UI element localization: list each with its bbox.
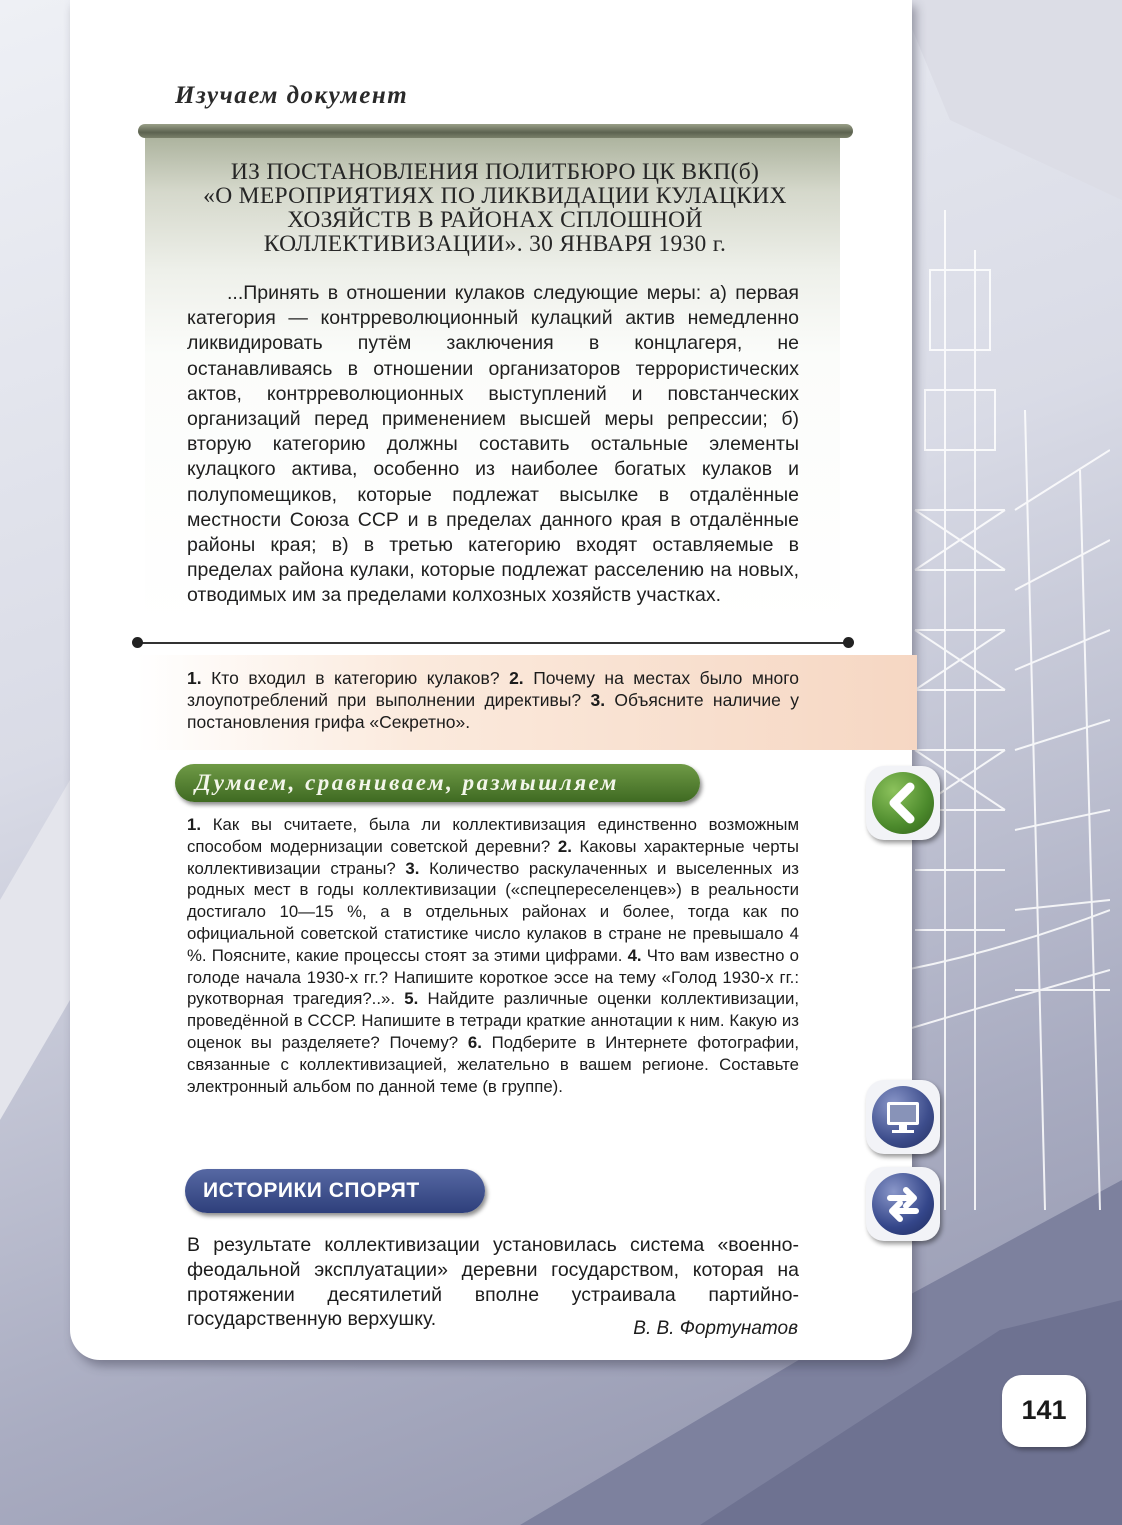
question-number: 2. bbox=[557, 836, 572, 856]
document-title-line: КОЛЛЕКТИВИЗАЦИИ». 30 ЯНВАРЯ 1930 г. bbox=[263, 231, 727, 257]
divider-dot-right bbox=[843, 637, 854, 648]
question-text: Объясните наличие у постановления грифа «Секретно». bbox=[187, 690, 799, 732]
question-text: Почему на местах было много злоупотреблений при выполнении директивы? bbox=[187, 668, 799, 710]
page-number: 141 bbox=[1021, 1395, 1067, 1425]
question-number: 1. bbox=[187, 815, 201, 834]
think-section-heading bbox=[175, 764, 700, 802]
document-title-line: «О МЕРОПРИЯТИЯХ ПО ЛИКВИДАЦИИ КУЛАЦКИХ bbox=[203, 183, 787, 209]
section-divider bbox=[137, 642, 849, 644]
think-section-label: Думаем, сравниваем, размышляем bbox=[195, 770, 619, 795]
document-questions bbox=[187, 667, 799, 733]
question-text: Как вы считаете, была ли коллективизация единственно возможным способом модернизации советской деревни? bbox=[187, 815, 799, 856]
back-button[interactable] bbox=[866, 766, 940, 840]
document-title bbox=[150, 160, 840, 256]
section-heading-study-document: Изучаем документ bbox=[175, 82, 409, 109]
scroll-rod bbox=[138, 124, 853, 138]
document-text: ...Принять в отношении кулаков следующие меры: а) первая категория — контрреволюционный кулацкий актив немедленно ликвидировать путём заключения в концлагеря, не останавливаясь в отношении организаторов террористических актов, контрреволюционных выступлений и повстанческих организаций перед применением высшей меры репрессии; б) вторую категорию должны составить остальные элементы кулацкого актива, особенно из наиболее богатых кулаков и полупомещиков, которые подлежат высылке в отдалённые местности Союза ССР и в пределах данного края в отдалённые районы края; в) в третью категорию входят оставляемые в пределах района кулаки, которые подлежат расселению на новых, отводимых им за пределами колхозных хозяйств участках. bbox=[187, 282, 799, 607]
monitor-icon bbox=[872, 1086, 934, 1148]
question-text: Найдите различные оценки коллективизации, проведённой в СССР. Напишите в тетради краткие аннотации к ним. Какую из оценок вы разделяете? Почему? bbox=[187, 989, 800, 1052]
quote-author: В. В. Фортунатов bbox=[633, 1318, 798, 1339]
question-number: 6. bbox=[467, 1032, 482, 1052]
question-text: Что вам известно о голоде начала 1930-х гг.? Напишите короткое эссе на тему «Голод 1930-х гг.: рукотворная трагедия?..». bbox=[187, 945, 799, 1009]
document-title-line: ХОЗЯЙСТВ В РАЙОНАХ СПЛОШНОЙ bbox=[287, 207, 703, 233]
historians-quote: В результате коллективизации установилась система «военно-феодальной эксплуатации» деревни государством, которая на протяжении десятилетий вполне устраивала партийно-государственную верхушку. bbox=[187, 1234, 799, 1331]
question-number: 5. bbox=[404, 989, 419, 1009]
question-text: Количество раскулаченных и выселенных из родных мест в годы коллективизации («спецпереселенцев») в реальности достигало 10—15 %, а в отдельных районах и более, тогда как по официальной советской статистике число кулаков в стране не превышало 4 %. Поясните, какие процессы стоят за этими цифрами. bbox=[187, 858, 799, 965]
back-arrow-icon bbox=[872, 772, 934, 834]
rocket-tower-illustration bbox=[905, 210, 1110, 1210]
question-number: 3. bbox=[590, 690, 606, 710]
question-text: Каковы характерные черты коллективизации страны? bbox=[187, 836, 799, 878]
digital-resource-button[interactable] bbox=[866, 1080, 940, 1154]
question-number: 2. bbox=[509, 668, 524, 688]
historians-heading bbox=[185, 1169, 485, 1213]
question-number: 4. bbox=[627, 945, 642, 965]
swap-arrows-icon bbox=[872, 1173, 934, 1235]
compare-button[interactable] bbox=[866, 1167, 940, 1241]
question-text: Кто входил в категорию кулаков? bbox=[211, 668, 500, 688]
question-number: 1. bbox=[187, 668, 202, 688]
document-title-line: ИЗ ПОСТАНОВЛЕНИЯ ПОЛИТБЮРО ЦК ВКП(б) bbox=[230, 159, 760, 185]
divider-dot-left bbox=[132, 637, 143, 648]
page-number-box bbox=[1002, 1375, 1086, 1447]
question-number: 3. bbox=[405, 858, 420, 878]
question-text: Подберите в Интернете фотографии, связанные с коллективизацией, желательно в вашем регионе. Составьте электронный альбом по данной теме (в группе). bbox=[187, 1032, 799, 1096]
think-questions bbox=[187, 814, 799, 1097]
historians-label: ИСТОРИКИ СПОРЯТ bbox=[203, 1179, 420, 1202]
